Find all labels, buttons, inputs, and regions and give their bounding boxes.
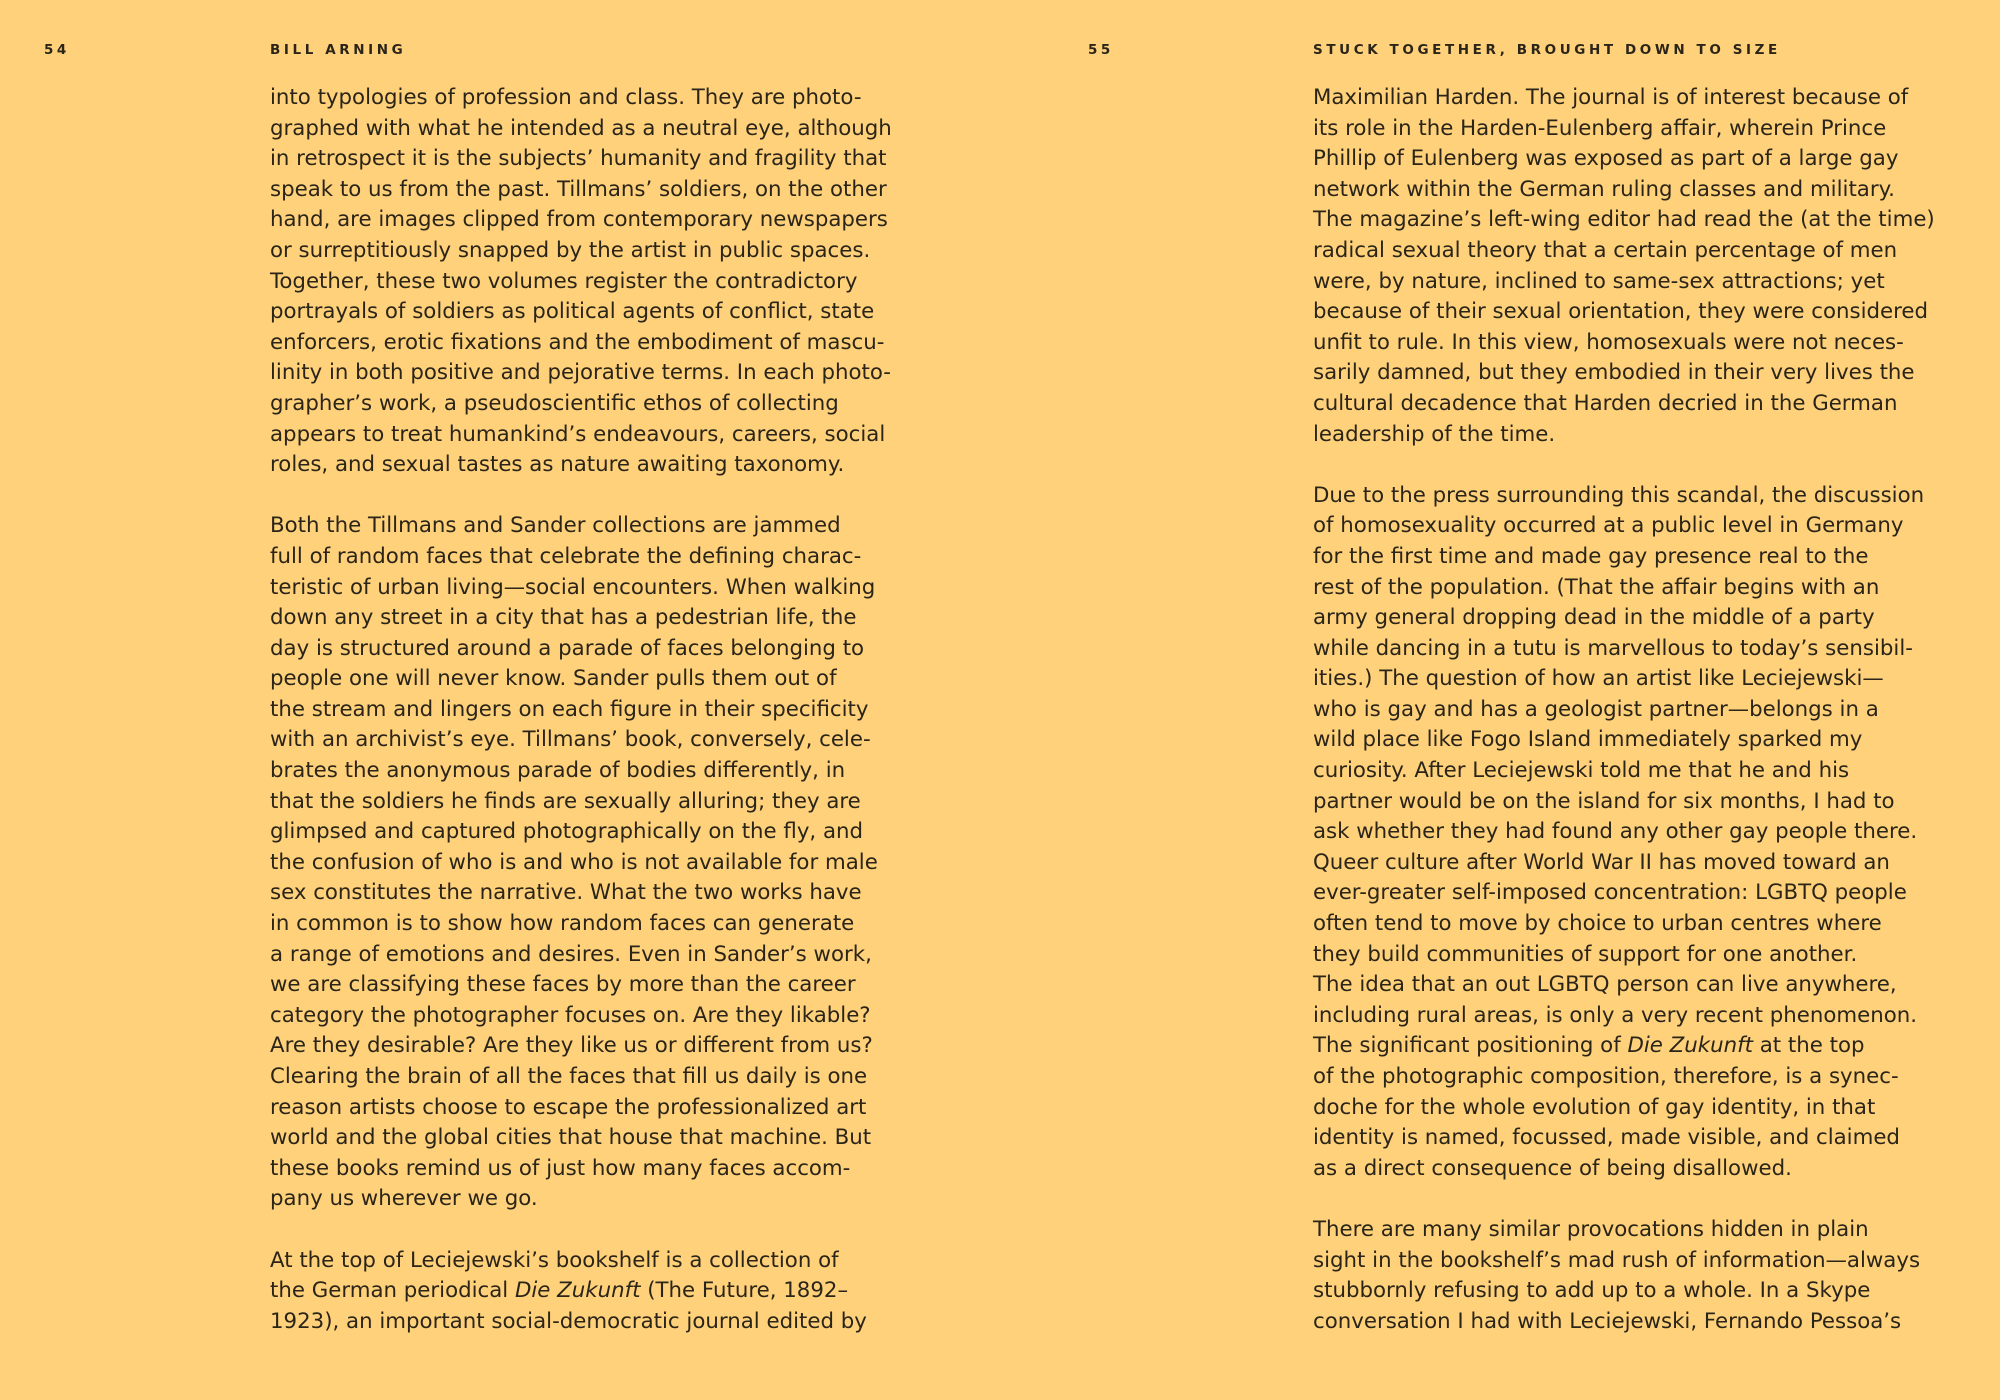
text-line: a range of emotions and desires. Even in Sander’s work, <box>270 941 872 967</box>
page-number: 54 <box>44 42 70 58</box>
text-line: Due to the press surrounding this scandal, the discussion <box>1313 482 1925 508</box>
text-line: cultural decadence that Harden decried in the German <box>1313 390 1898 416</box>
text-line: hand, are images clipped from contemporary newspapers <box>270 207 888 233</box>
body-paragraph <box>270 83 940 481</box>
text-line: sarily damned, but they embodied in their very lives the <box>1313 360 1915 386</box>
text-line: curiosity. After Leciejewski told me that he and his <box>1313 758 1850 784</box>
text-line: Clearing the brain of all the faces that fill us daily is one <box>270 1064 868 1089</box>
text-line: Queer culture after World War II has moved toward an <box>1313 849 1890 875</box>
text-line: There are many similar provocations hidden in plain <box>1313 1216 1869 1242</box>
body-paragraph <box>270 1246 940 1338</box>
text-fragment: The significant positioning of <box>1313 1033 1628 1059</box>
text-line: grapher’s work, a pseudoscientific ethos of collecting <box>270 390 839 416</box>
text-line: its role in the Harden-Eulenberg affair, wherein Prince <box>1313 115 1887 141</box>
text-line: with an archivist’s eye. Tillmans’ book, conversely, cele- <box>270 727 871 753</box>
text-line: that the soldiers he finds are sexually alluring; they are <box>270 788 861 814</box>
text-line: stubbornly refusing to add up to a whole. In a Skype <box>1313 1278 1871 1304</box>
text-line: identity is named, focussed, made visible, and claimed <box>1313 1125 1900 1151</box>
body-paragraph <box>1313 481 1985 1185</box>
text-line: category the photographer focuses on. Are they likable? <box>270 1002 871 1028</box>
text-line: portrayals of soldiers as political agents of conflict, state <box>270 299 875 325</box>
text-line: wild place like Fogo Island immediately sparked my <box>1313 727 1863 753</box>
text-line <box>270 1276 940 1307</box>
text-column <box>270 83 940 1368</box>
text-line: ever-greater self-imposed concentration: LGBTQ people <box>1313 880 1907 906</box>
text-line: in retrospect it is the subjects’ humanity and fragility that <box>270 146 887 172</box>
text-line: these books remind us of just how many faces accom- <box>270 1155 851 1181</box>
body-paragraph <box>1313 83 1985 450</box>
text-line <box>1313 1031 1985 1062</box>
text-line: often tend to move by choice to urban centres where <box>1313 911 1882 937</box>
text-line: Phillip of Eulenberg was exposed as part of a large gay <box>1313 146 1899 172</box>
text-line: teristic of urban living—social encounters. When walking <box>270 574 876 600</box>
text-line: Are they desirable? Are they like us or different from us? <box>270 1033 873 1059</box>
text-line: sex constitutes the narrative. What the two works have <box>270 880 862 906</box>
text-line: in common is to show how random faces can generate <box>270 911 855 937</box>
text-line: speak to us from the past. Tillmans’ soldiers, on the other <box>270 176 887 202</box>
text-line: 1923), an important social-democratic journal edited by <box>270 1308 867 1334</box>
page-number: 55 <box>1088 42 1114 58</box>
text-column <box>1313 83 1985 1368</box>
text-line: world and the global cities that house that machine. But <box>270 1125 872 1151</box>
text-line: army general dropping dead in the middle of a party <box>1313 605 1875 631</box>
text-line: ities.) The question of how an artist like Leciejewski— <box>1313 666 1884 692</box>
text-line: appears to treat humankind’s endeavours, careers, social <box>270 421 886 447</box>
right-page <box>1000 0 2000 1400</box>
text-line: they build communities of support for one another. <box>1313 941 1858 967</box>
text-line: people one will never know. Sander pulls them out of <box>270 666 837 692</box>
body-paragraph <box>1313 1215 1985 1337</box>
text-line: glimpsed and captured photographically on the fly, and <box>270 819 864 845</box>
text-line: the stream and lingers on each figure in their specificity <box>270 696 869 722</box>
text-line: Both the Tillmans and Sander collections are jammed <box>270 513 841 539</box>
text-line: including rural areas, is only a very recent phenomenon. <box>1313 1002 1917 1028</box>
text-line: network within the German ruling classes and military. <box>1313 176 1895 202</box>
text-line: sight in the bookshelf’s mad rush of information—always <box>1313 1247 1921 1273</box>
text-line: reason artists choose to escape the professionalized art <box>270 1094 867 1120</box>
text-fragment: at the top <box>1752 1033 1865 1059</box>
text-fragment: the German periodical <box>270 1278 515 1304</box>
text-line: for the first time and made gay presence real to the <box>1313 543 1869 569</box>
body-paragraph <box>270 511 940 1215</box>
text-line: were, by nature, inclined to same-sex attractions; yet <box>1313 268 1885 294</box>
text-line: pany us wherever we go. <box>270 1186 538 1212</box>
text-line: into typologies of profession and class. They are photo- <box>270 85 862 110</box>
text-line: ask whether they had found any other gay people there. <box>1313 819 1918 845</box>
running-head-author: BILL ARNING <box>270 42 407 58</box>
text-line: linity in both positive and pejorative terms. In each photo- <box>270 360 891 386</box>
text-line: unfit to rule. In this view, homosexuals were not neces- <box>1313 329 1904 355</box>
text-line: we are classifying these faces by more than the career <box>270 972 856 998</box>
text-line: graphed with what he intended as a neutral eye, although <box>270 115 892 141</box>
text-line: At the top of Leciejewski’s bookshelf is a collection of <box>270 1247 839 1273</box>
text-line: Maximilian Harden. The journal is of interest because of <box>1313 85 1909 110</box>
text-line: The magazine’s left-wing editor had read the (at the time) <box>1313 207 1935 233</box>
text-line: partner would be on the island for six months, I had to <box>1313 788 1895 814</box>
text-line: of homosexuality occurred at a public level in Germany <box>1313 513 1904 539</box>
text-fragment: (The Future, 1892– <box>640 1278 849 1304</box>
italic-title: Die Zukunft <box>1627 1033 1753 1059</box>
text-line: rest of the population. (That the affair begins with an <box>1313 574 1880 600</box>
text-line: doche for the whole evolution of gay identity, in that <box>1313 1094 1876 1120</box>
text-line: The idea that an out LGBTQ person can live anywhere, <box>1313 972 1897 998</box>
text-line: roles, and sexual tastes as nature awaiting taxonomy. <box>270 452 845 478</box>
text-line: leadership of the time. <box>1313 421 1556 447</box>
text-line: brates the anonymous parade of bodies differently, in <box>270 758 846 784</box>
text-line: who is gay and has a geologist partner—belongs in a <box>1313 696 1879 722</box>
text-line: because of their sexual orientation, they were considered <box>1313 299 1929 325</box>
text-line: while dancing in a tutu is marvellous to today’s sensibil- <box>1313 635 1913 661</box>
text-line: day is structured around a parade of faces belonging to <box>270 635 865 661</box>
text-line: conversation I had with Leciejewski, Fernando Pessoa’s <box>1313 1308 1902 1334</box>
text-line: as a direct consequence of being disallowed. <box>1313 1155 1792 1181</box>
text-line: the confusion of who is and who is not available for male <box>270 849 878 875</box>
text-line: of the photographic composition, therefore, is a synec- <box>1313 1064 1899 1089</box>
text-line: enforcers, erotic fixations and the embodiment of mascu- <box>270 329 885 355</box>
text-line: down any street in a city that has a pedestrian life, the <box>270 605 857 631</box>
running-head-title: STUCK TOGETHER, BROUGHT DOWN TO SIZE <box>1313 42 1781 58</box>
text-line: radical sexual theory that a certain percentage of men <box>1313 237 1898 263</box>
text-line: full of random faces that celebrate the defining charac- <box>270 543 862 569</box>
italic-title: Die Zukunft <box>514 1278 641 1304</box>
text-line: or surreptitiously snapped by the artist in public spaces. <box>270 237 871 263</box>
text-line: Together, these two volumes register the contradictory <box>270 268 858 294</box>
